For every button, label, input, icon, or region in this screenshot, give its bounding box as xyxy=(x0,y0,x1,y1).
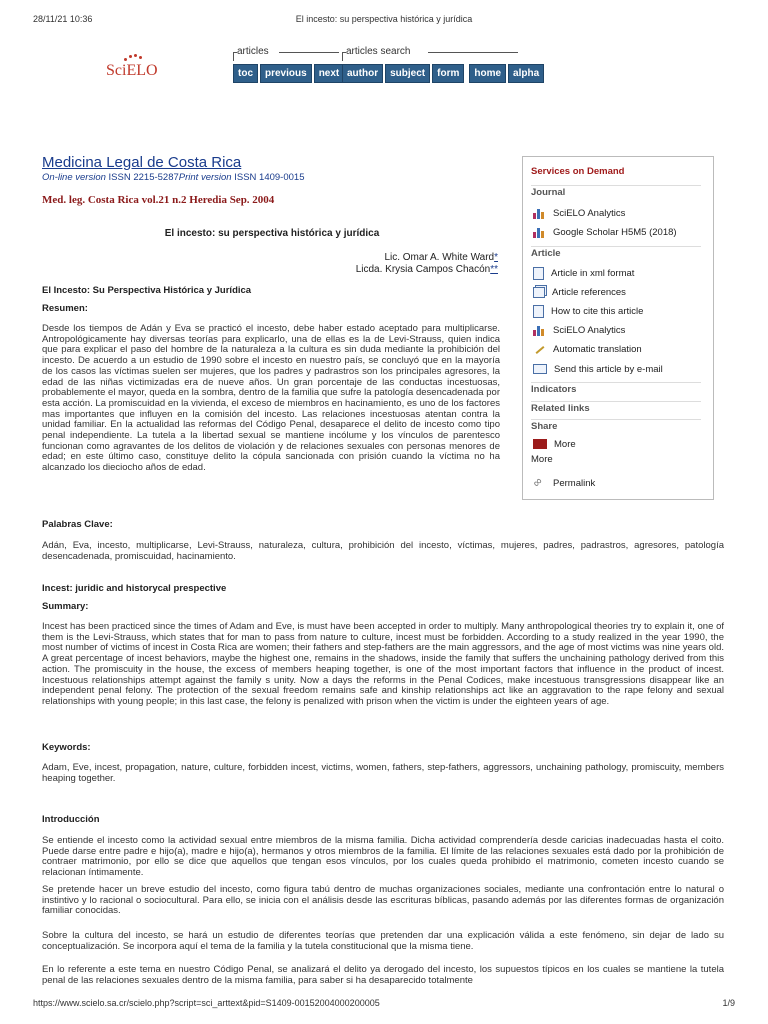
item-label: Article references xyxy=(552,286,626,298)
author-note-link[interactable]: * xyxy=(494,252,498,263)
references-icon xyxy=(533,287,545,298)
document-icon xyxy=(533,305,544,318)
link-icon xyxy=(533,478,546,489)
author-name: Lic. Omar A. White Ward xyxy=(384,252,495,263)
author-2 xyxy=(356,264,498,275)
item-label: More xyxy=(531,453,553,465)
document-icon xyxy=(533,267,544,280)
logo-text: SciELO xyxy=(106,62,158,79)
article-section: Article xyxy=(531,246,701,262)
automatic-translation-link[interactable] xyxy=(533,342,642,356)
resumen-text: Desde los tiempos de Adán y Eva se practicó el incesto, debe haber estado aceptado para multiplicarse. Antropológicamente hay diversas teorías para explicarlo, una de ellas es la de Levi-Strauss, quien indica que para explicar el paso del hombre de la naturaleza a la cultura es sin duda mediante la prohibición del incesto. De acuerdo a un estudio de 1990 sobre el incesto en nuestro país, se concluyó que en la mayoría de los casos las víctimas suelen ser mujeres, que los padres y padrastros son los principales agresores, la edad de las niñas victimizadas era de nueve años. Un gran porcentaje de las conductas incestuosas, probablemente el mayor, queda en la sombra, dentro de la familia que sufre la patología desencadenada por esta acción. La promiscuidad en la vivienda, el exceso de miembros en hacinamiento, es uno de los factores mas importantes que influyen en la comisión del incesto. Las relaciones incestuosas atentan contra la unidad familiar. En la actualidad las reformas del Código Penal, desaparece el delito de incesto como tipo penal independiente. La tutela a la libertad sexual se mantiene incólume y los vínculos de parentesco funcionan como agravantes de los delitos de violación y de relaciones sexuales con personas menores de edad; en este último caso, constituye delito la cópula sancionada con prisión cuando la víctima no ha alcanzado los dieciocho años de edad. xyxy=(42,323,500,474)
magic-wand-icon xyxy=(533,344,546,355)
online-issn: ISSN 2215-5287 xyxy=(108,172,179,183)
services-title: Services on Demand xyxy=(531,166,625,177)
previous-button[interactable]: previous xyxy=(260,64,312,83)
articles-buttons xyxy=(233,64,344,83)
subtitle-es: El Incesto: Su Perspectiva Histórica y Jurídica xyxy=(42,285,252,296)
home-button[interactable]: home xyxy=(469,64,506,83)
services-sidebar xyxy=(522,156,714,500)
permalink-link[interactable] xyxy=(533,476,595,490)
palabras-text: Adán, Eva, incesto, multiplicarse, Levi-Strauss, naturaleza, cultura, prohibición del incesto, víctimas, mujeres, padres, padrastros, agresores, patología desencadenada, promiscuidad, hacinamiento. xyxy=(42,540,724,562)
citation: Med. leg. Costa Rica vol.21 n.2 Heredia Sep. 2004 xyxy=(42,194,275,206)
keywords-text: Adam, Eve, incest, propagation, nature, culture, forbidden incest, victims, women, fathers, step-fathers, aggressors, unchaining pathology, promiscuity, members heaping together. xyxy=(42,762,724,784)
articles-caption: articles xyxy=(237,46,269,57)
item-label: SciELO Analytics xyxy=(553,324,626,336)
share-icon xyxy=(533,439,547,449)
share-more-link[interactable] xyxy=(533,437,576,451)
online-label: On-line version xyxy=(42,172,106,183)
print-issn: ISSN 1409-0015 xyxy=(234,172,305,183)
scielo-logo[interactable] xyxy=(106,62,166,86)
subject-button[interactable]: subject xyxy=(385,64,430,83)
cite-article-link[interactable] xyxy=(533,304,643,318)
resumen-heading: Resumen: xyxy=(42,303,88,314)
author-name: Licda. Krysia Campos Chacón xyxy=(355,264,491,275)
item-label: SciELO Analytics xyxy=(553,207,626,219)
summary-text: Incest has been practiced since the times of Adam and Eve, is must have been accepted in order to multiply. Many anthropological theories try to explain it, one of them is the Levi-Strauss, which states that for man to pass from nature to culture, incest must be forbidden. According to a study realized in the year 1990, the most number of victims of incest in Costa Rica are women; their fathers and step-fathers are the main aggressors, and the age of most victims was nine years old. A great percentage of incest behaviors, maybe the highest one, remains in the shadows, inside the family that suffers the unchaining pathology derived from this action. The promiscuity in the house, the excess of members heaping together, is one of the most important factors that influence in the product of incest. Incestuous relationships attempt against the family s unity. Now a days the reforms in the Penal Codices, make incestuous transgressions disappear like an independent penal felony. The protection of the sexual freedom remains safe and kinship relationships act like an aggravation to the rape felony and sexual relationships with young people; in this last case, the felony is penalized with prison when the victim is under the eighteen years of age. xyxy=(42,621,724,707)
item-label: Google Scholar H5M5 (2018) xyxy=(553,226,677,238)
related-links-section: Related links xyxy=(531,401,701,417)
journal-title[interactable]: Medicina Legal de Costa Rica xyxy=(42,154,242,171)
indicators-section: Indicators xyxy=(531,382,701,398)
subtitle-en: Incest: juridic and historycal prespective xyxy=(42,583,227,594)
journal-section: Journal xyxy=(531,185,701,201)
search-buttons xyxy=(342,64,544,83)
google-scholar-link[interactable] xyxy=(533,225,677,239)
intro-paragraph: En lo referente a este tema en nuestro Código Penal, se analizará el delito ya derogado del incesto, los supuestos típicos en los cuales se mantiene la tutela penal de las relaciones sexuales dentro de la misma familia, para saber si ha desaparecido totalmente xyxy=(42,964,724,986)
print-date: 28/11/21 10:36 xyxy=(33,14,93,24)
article-analytics-link[interactable] xyxy=(533,323,625,337)
item-label: Automatic translation xyxy=(553,343,642,355)
page-number: 1/9 xyxy=(722,998,735,1008)
issn-line xyxy=(42,172,304,183)
article-title: El incesto: su perspectiva histórica y jurídica xyxy=(164,228,380,239)
share-section: Share xyxy=(531,419,701,435)
analytics-icon xyxy=(533,208,546,219)
palabras-heading: Palabras Clave: xyxy=(42,519,113,530)
summary-heading: Summary: xyxy=(42,601,89,612)
envelope-icon xyxy=(533,364,547,374)
item-label: Send this article by e-mail xyxy=(554,363,663,375)
author-note-link[interactable]: ** xyxy=(490,264,498,275)
alpha-button[interactable]: alpha xyxy=(508,64,544,83)
toc-button[interactable]: toc xyxy=(233,64,258,83)
next-button[interactable]: next xyxy=(314,64,345,83)
print-title: El incesto: su perspectiva histórica y jurídica xyxy=(295,14,473,24)
share-more-text[interactable] xyxy=(531,452,553,466)
item-label: More xyxy=(554,438,576,450)
item-label: Article in xml format xyxy=(551,267,635,279)
author-button[interactable]: author xyxy=(342,64,383,83)
page-url[interactable]: https://www.scielo.sa.cr/scielo.php?script=sci_arttext&pid=S1409-00152004000200005 xyxy=(33,998,380,1008)
xml-format-link[interactable] xyxy=(533,266,634,280)
search-caption: articles search xyxy=(346,46,411,57)
author-1 xyxy=(384,252,498,263)
send-email-link[interactable] xyxy=(533,362,663,376)
keywords-heading: Keywords: xyxy=(42,742,91,753)
item-label: Permalink xyxy=(553,477,596,489)
article-references-link[interactable] xyxy=(533,285,626,299)
item-label: How to cite this article xyxy=(551,305,644,317)
intro-paragraph: Sobre la cultura del incesto, se hará un estudio de diferentes teorías que pretenden dar una explicación válida a este fenómeno, sin dejar de lado su conceptualización. Se incorpora aquí el tema de la familia y la tutela constitucional que la misma tiene. xyxy=(42,930,724,952)
print-label: Print version xyxy=(178,172,232,183)
print-footer xyxy=(33,998,735,1008)
intro-paragraph: Se entiende el incesto como la actividad sexual entre miembros de la misma familia. Dicha actividad comprendería desde caricias inadecuadas hasta el coito. Puede darse entre padre e hijo(a), madre e hijo(a), hermanos y otros miembros de la familia. El límite de las relaciones sexuales está dado por la prohibición de contraer matrimonio, por ello se dice que aquellos que tengan esos vínculos, por los cuales queda prohibido el matrimonio, cometen incesto cuando se relacionan íntimamente. xyxy=(42,835,724,879)
journal-analytics-link[interactable] xyxy=(533,206,625,220)
analytics-icon xyxy=(533,227,546,238)
intro-heading: Introducción xyxy=(42,814,100,825)
analytics-icon xyxy=(533,325,546,336)
form-button[interactable]: form xyxy=(432,64,464,83)
intro-paragraph: Se pretende hacer un breve estudio del incesto, como figura tabú dentro de muchas organizaciones sociales, mediante una confrontación entre lo natural o instintivo y lo racional o sociocultural. Para ello, se inicia con el análisis desde las escrituras bíblicas, pasando además por las diferentes formas de organización familiar conocidas. xyxy=(42,884,724,917)
logo-dots-icon xyxy=(124,54,144,62)
